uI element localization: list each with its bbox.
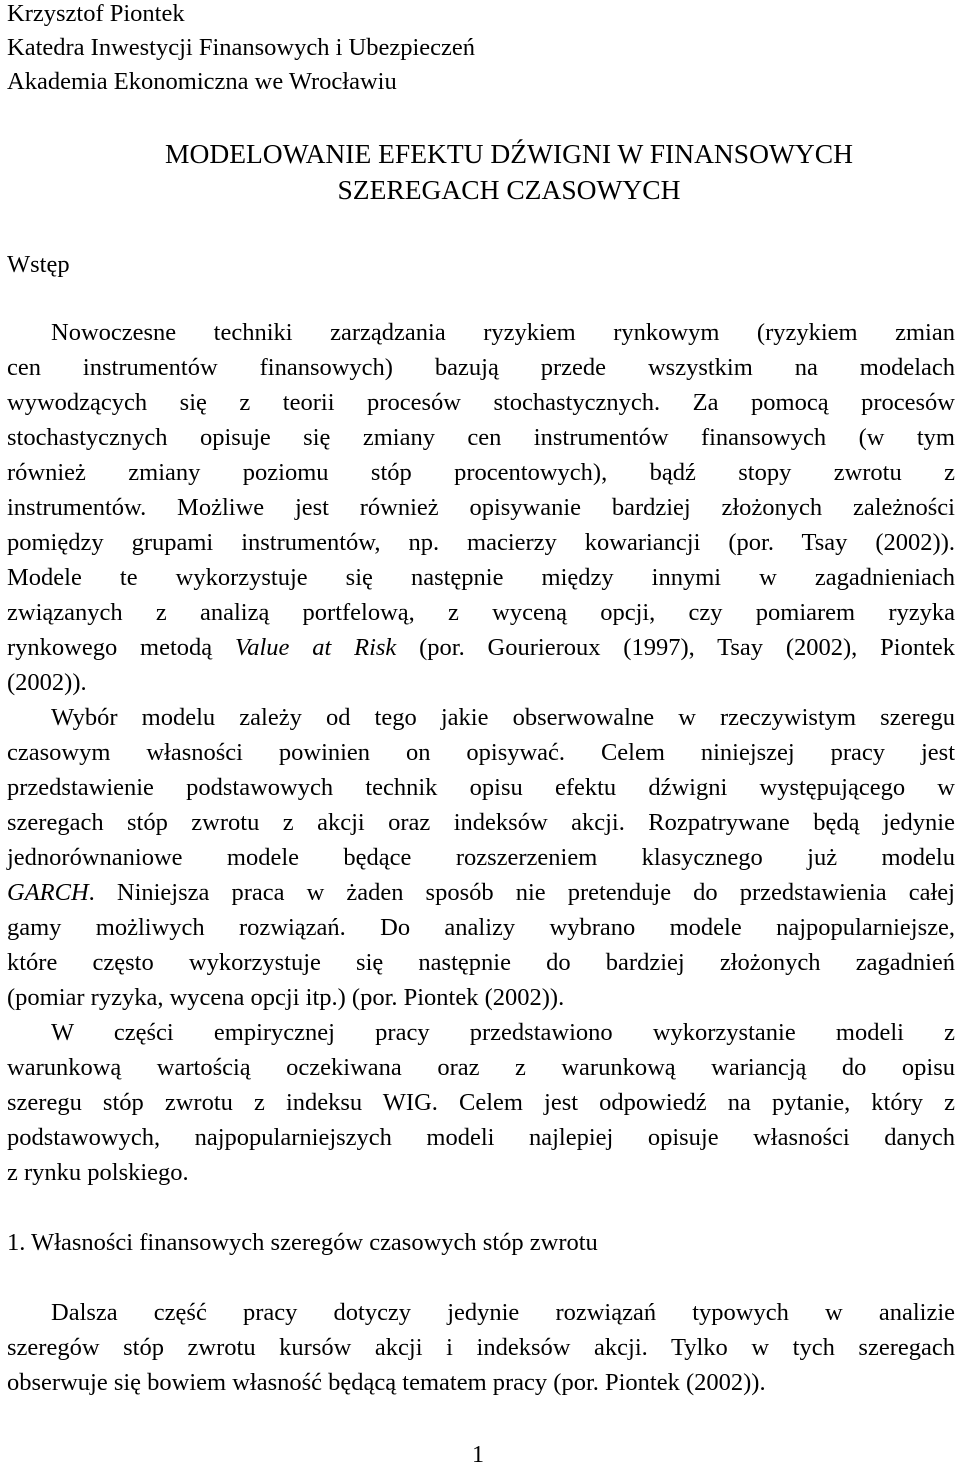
- paragraph-line: podstawowych, najpopularniejszych modeli najlepiej opisuje własności danych: [7, 1124, 955, 1151]
- document-page: [7, 0, 955, 1471]
- author-department: Katedra Inwestycji Finansowych i Ubezpieczeń: [7, 34, 476, 61]
- paragraph-line: [7, 636, 955, 661]
- paragraph-line: szeregów stóp zwrotu kursów akcji i indeksów akcji. Tylko w tych szeregach: [7, 1334, 955, 1361]
- paragraph-line: [7, 881, 955, 906]
- paragraph-line: Wybór modelu zależy od tego jakie obserwowalne w rzeczywistym szeregu: [51, 704, 955, 731]
- section-heading-1: 1. Własności finansowych szeregów czasowych stóp zwrotu: [7, 1229, 598, 1256]
- author-university: Akademia Ekonomiczna we Wrocławiu: [7, 68, 397, 95]
- section-heading-intro: Wstęp: [7, 251, 70, 278]
- paper-title-line-2: SZEREGACH CZASOWYCH: [337, 174, 681, 205]
- paragraph-text: (por. Gourieroux (1997), Tsay (2002), Piontek: [396, 634, 955, 661]
- paragraph-line: jednorównaniowe modele będące rozszerzeniem klasycznego już modelu: [7, 844, 955, 871]
- paper-title-line-1: MODELOWANIE EFEKTU DŹWIGNI W FINANSOWYCH: [165, 138, 853, 169]
- italic-term: Value at Risk: [234, 634, 397, 661]
- paragraph-line: czasowym własności powinien on opisywać. Celem niniejszej pracy jest: [7, 739, 955, 766]
- paragraph-line: Dalsza część pracy dotyczy jedynie rozwiązań typowych w analizie: [51, 1299, 955, 1326]
- paragraph-line: cen instrumentów finansowych) bazują przede wszystkim na modelach: [7, 354, 955, 381]
- paragraph-line: również zmiany poziomu stóp procentowych), bądź stopy zwrotu z: [7, 459, 955, 486]
- paragraph-line: szeregach stóp zwrotu z akcji oraz indeksów akcji. Rozpatrywane będą jedynie: [7, 809, 955, 836]
- paragraph-line: instrumentów. Możliwe jest również opisywanie bardziej złożonych zależności: [7, 494, 955, 521]
- paragraph-line: (2002)).: [7, 669, 87, 696]
- paragraph-line: wywodzących się z teorii procesów stochastycznych. Za pomocą procesów: [7, 389, 955, 416]
- author-name: Krzysztof Piontek: [7, 0, 185, 27]
- paragraph-text: . Niniejsza praca w żaden sposób nie pretenduje do przedstawienia całej: [88, 879, 955, 906]
- paragraph-line: warunkową wartością oczekiwana oraz z warunkową wariancją do opisu: [7, 1054, 955, 1081]
- paragraph-line: szeregu stóp zwrotu z indeksu WIG. Celem jest odpowiedź na pytanie, który z: [7, 1089, 955, 1116]
- paragraph-line: które często wykorzystuje się następnie do bardziej złożonych zagadnień: [7, 949, 955, 976]
- paragraph-line: przedstawienie podstawowych technik opisu efektu dźwigni występującego w: [7, 774, 955, 801]
- page-number: 1: [472, 1442, 484, 1468]
- paragraph-line: Nowoczesne techniki zarządzania ryzykiem rynkowym (ryzykiem zmian: [51, 319, 955, 346]
- paragraph-line: obserwuje się bowiem własność będącą tematem pracy (por. Piontek (2002)).: [7, 1369, 766, 1396]
- paragraph-line: Modele te wykorzystuje się następnie między innymi w zagadnieniach: [7, 564, 955, 591]
- paragraph-line: W części empirycznej pracy przedstawiono wykorzystanie modeli z: [51, 1019, 955, 1046]
- italic-term: GARCH: [7, 879, 89, 906]
- paragraph-line: (pomiar ryzyka, wycena opcji itp.) (por. Piontek (2002)).: [7, 984, 565, 1011]
- paragraph-text: rynkowego metodą: [7, 634, 235, 661]
- paragraph-line: stochastycznych opisuje się zmiany cen instrumentów finansowych (w tym: [7, 424, 955, 451]
- paragraph-line: związanych z analizą portfelową, z wyceną opcji, czy pomiarem ryzyka: [7, 599, 955, 626]
- paragraph-line: pomiędzy grupami instrumentów, np. macierzy kowariancji (por. Tsay (2002)).: [7, 529, 955, 556]
- paragraph-line: gamy możliwych rozwiązań. Do analizy wybrano modele najpopularniejsze,: [7, 914, 955, 941]
- paragraph-line: z rynku polskiego.: [7, 1159, 189, 1186]
